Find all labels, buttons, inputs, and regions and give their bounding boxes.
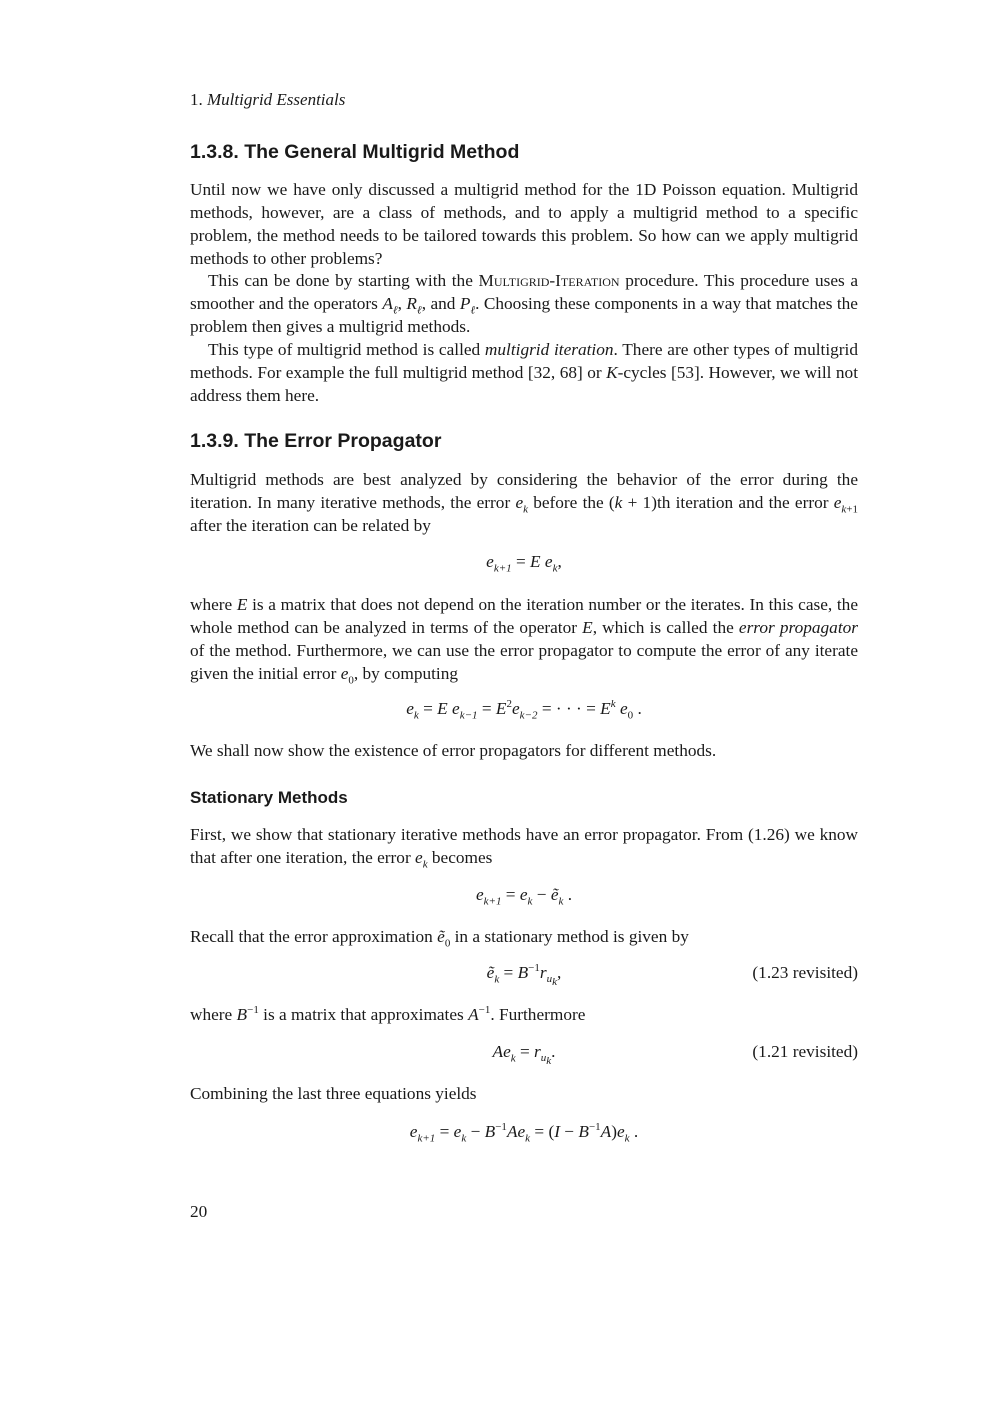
paragraph-error-1: Multigrid methods are best analyzed by considering the behavior of the error during the iteration. In many iterative methods, the error $e_k$ before the (k + 1)th iteration and the error $e_{k+1}$ after the iteration can be related by <box>190 470 858 535</box>
running-head-title: Multigrid Essentials <box>207 90 346 109</box>
paragraph-error-3: We shall now show the existence of error propagators for different methods. <box>190 741 717 760</box>
paragraph-general-2: This can be done by starting with the Multigrid-Iteration procedure. This procedure uses a smoother and the operators $A_\ell$, $R_\ell$, and $P_\ell$. Choosing these components in a way that matches the problem then gives a multigrid methods. <box>190 271 859 336</box>
emphasis-error-propagator: error propagator <box>738 618 858 637</box>
equation-label-1-23: (1.23 revisited) <box>752 963 858 982</box>
paragraph-stationary-3: where $B^{-1}$ is a matrix that approximates $A^{-1}$. Furthermore <box>190 1004 586 1024</box>
running-head-number: 1. <box>190 90 203 109</box>
equation-1-21-revisited: $Ae_k = r_{u_k}$. (1.21 revisited) <box>492 1042 858 1068</box>
equation-combined: $e_{k+1} = e_k - B^{-1}Ae_k = (I - B^{-1}A)e_k$ . <box>409 1121 639 1145</box>
paragraph-stationary-4: Combining the last three equations yields <box>190 1084 477 1103</box>
paragraph-stationary-2: Recall that the error approximation ẽ$_0$ in a stationary method is given by <box>190 927 689 950</box>
equation-1-23-revisited: ẽ$_k$ = $B^{-1}r_{u_k}$, (1.23 revisited) <box>486 962 858 989</box>
emphasis-multigrid-iteration: multigrid iteration <box>484 340 614 359</box>
running-head <box>190 90 345 110</box>
paragraph-general-1: Until now we have only discussed a multigrid method for the 1D Poisson equation. Multigrid methods, however, are a class of methods, and to apply a multigrid method to a specific problem, the method needs to be tailored towards this problem. So how can we apply multigrid methods to other problems? <box>190 180 858 268</box>
subsection-heading-stationary: Stationary Methods <box>190 788 348 807</box>
equation-label-1-21: (1.21 revisited) <box>752 1042 858 1061</box>
section-heading-1-3-9: 1.3.9. The Error Propagator <box>190 430 442 452</box>
equation-error-chain: $e_k = E$ $e_{k-1} = E^2e_{k-2}$ = · · · = $E^k$ $e_0$ . <box>406 698 642 722</box>
procedure-name: Multigrid-Iteration <box>478 271 620 290</box>
paragraph-general-3: This type of multigrid method is called multigrid iteration. There are other types of multigrid methods. For example the full multigrid method [32, 68] or K-cycles [53]. However, we will not address them here. <box>190 340 859 405</box>
section-heading-1-3-8: 1.3.8. The General Multigrid Method <box>190 141 520 163</box>
equation-error-propagation: $e_{k+1} = E$ $e_k$, <box>486 552 562 575</box>
equation-error-update: $e_{k+1} = e_k$ − ẽ$_k$ . <box>475 885 573 908</box>
page-number: 20 <box>190 1202 208 1221</box>
paragraph-stationary-1: First, we show that stationary iterative methods have an error propagator. From (1.26) we know that after one iteration, the error $e_k$ becomes <box>190 825 858 871</box>
paragraph-error-2: where E is a matrix that does not depend on the iteration number or the iterates. In this case, the whole method can be analyzed in terms of the operator E, which is called the error propagator of the method. Furthermore, we can use the error propagator to compute the error of any iterate given the initial error $e_0$, by computing <box>190 595 858 687</box>
